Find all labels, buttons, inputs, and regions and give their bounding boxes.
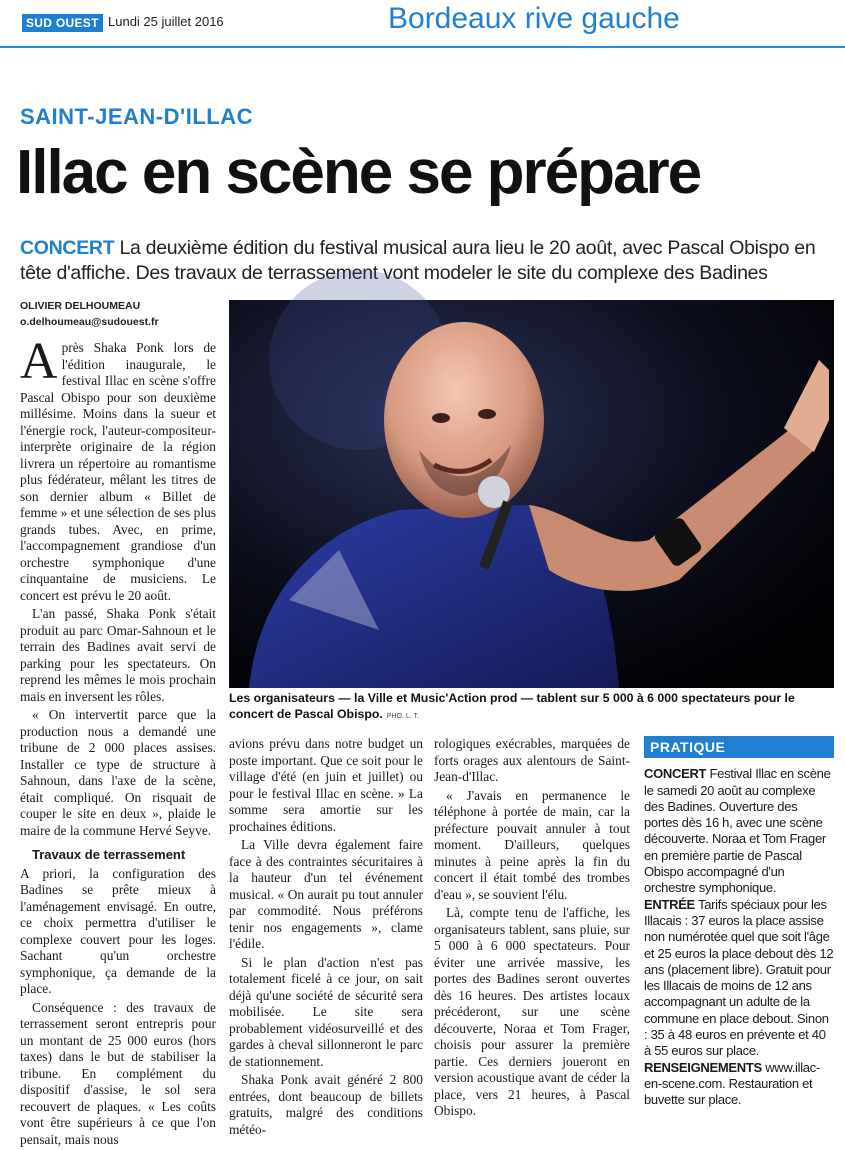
article-lead xyxy=(20,236,820,286)
concert-photo xyxy=(229,300,834,688)
practical-heading: PRATIQUE xyxy=(644,736,834,758)
paragraph: La Ville devra également faire face à des contraintes sécuritaires à la hauteur d'un tel événement musical. « On aurait pu tout annuler par commodité. Nous préférons tenir nos engagements », clame l'édile. xyxy=(229,837,423,951)
paragraph: L'an passé, Shaka Ponk s'était produit au parc Omar-Sahnoun et le terrain des Badines avait servi de parking pour les spectateurs. On reprend les mêmes le mois prochain mais en inversent les rôles. xyxy=(20,606,216,704)
photo-credit: PHO. L. T. xyxy=(386,713,419,720)
author-email[interactable]: o.delhoumeau@sudouest.fr xyxy=(20,316,159,328)
paragraph: A priori, la configuration des Badines se prête mieux à l'aménagement envisagé. En outre, ce choix permettra d'utiliser le complexe couvert pour les loges. Sachant qu'un orchestre symphonique, ça demande de la place. xyxy=(20,865,216,996)
page-header xyxy=(0,0,845,48)
paragraph: « J'avais en permanence le téléphone à portée de main, car la préfecture pouvait annuler à tout moment. D'ailleurs, quelques minutes à peine après la fin du concert il était tombé des trombes d'eau », se souvient l'élu. xyxy=(434,787,630,902)
paragraph: avions prévu dans notre budget un poste important. Que ce soit pour le village d'été (en juin et juillet) ou pour le festival Illac en scène. » La somme sera amortie sur les prochaines éditions. xyxy=(229,736,423,834)
photo-caption xyxy=(229,690,834,725)
paragraph: rologiques exécrables, marquées de forts orages aux alentours de Saint-Jean-d'Illac. xyxy=(434,736,630,784)
practical-info-box xyxy=(644,736,834,1109)
byline xyxy=(20,298,159,330)
paragraph: Conséquence : des travaux de terrassement seront entrepris pour un montant de 25 000 euros (hors taxes) dans le but de stabiliser la tribune. En complément du dispositif d'assise, le sol sera recouvert de plaques. « Les coûts vont être supérieurs à ce que l'on pensait, mais nous xyxy=(20,999,216,1147)
newspaper-logo: SUD OUEST xyxy=(22,14,103,32)
subheading: Travaux de terrassement xyxy=(32,847,186,862)
article-column-3 xyxy=(434,736,630,1122)
singer-illustration xyxy=(229,300,834,688)
paragraph: Là, compte tenu de l'affiche, les organisateurs tablent, sans pluie, sur 5 000 à 6 000 spectateurs. Pour éviter une arrivée massive, les portes des Badines seront ouvertes dès 16 heures. Des artistes locaux précéderont, sur une scène découverte, Noraa et Tom Frager, choisis pour assurer la première partie. Ces derniers joueront en version acoustique avant de céder la place, vers 21 heures, à Pascal Obispo. xyxy=(434,905,630,1118)
practical-concert: CONCERT Festival Illac en scène le samedi 20 août au complexe des Badines. Ouverture des portes dès 16 h, avec une scène découverte. Noraa et Tom Frager en première partie de Pascal Obispo accompagné d'un orchestre symphonique. xyxy=(644,766,831,896)
paragraph: « On intervertit parce que la production nous a demandé une tribune de 2 000 places assises. Installer ce type de structure à Sahnoun, dans l'axe de la scène, était compliqué. On risquait de couper le site en deux », plaide le maire de la commune Hervé Seyve. xyxy=(20,707,216,838)
paragraph: Après Shaka Ponk lors de l'édition inaugurale, le festival Illac en scène s'offre Pascal Obispo pour son deuxième millésime. Moins dans la sueur et l'énergie rock, l'auteur-compositeur-interprète originaire de la région livrera un répertoire au romantisme plus fédérateur, mêlant les titres de son dernier album « Billet de femme » et une sélection de ses plus grands tubes. Avec, en prime, l'accompagnement grandiose d'un orchestre symphonique d'une cinquantaine de musiciens. Le concert est prévu le 20 août. xyxy=(20,333,216,603)
section-title: Bordeaux rive gauche xyxy=(388,2,680,35)
article-headline: Illac en scène se prépare xyxy=(16,138,701,207)
author-name: OLIVIER DELHOUMEAU xyxy=(20,300,141,312)
caption-text: Les organisateurs — la Ville et Music'Action prod — tablent sur 5 000 à 6 000 spectateurs pour le concert de Pascal Obispo. xyxy=(229,691,795,721)
practical-entry: ENTRÉE Tarifs spéciaux pour les Illacais : 37 euros la place assise non numérotée quel que soit l'âge et 25 euros la place debout dès 12 ans (placement libre). Gratuit pour les Illacais de moins de 12 ans accompagnant un adulte de la commune en place debout. Sinon : 35 à 48 euros en prévente et 40 à 55 euros sur place. xyxy=(644,896,834,1059)
paragraph: Si le plan d'action n'est pas totalement ficelé à ce jour, on sait déjà qu'une société de sécurité sera mobilisée. Le site sera probablement vidéosurveillé et des gardes à cheval sillonneront le parc de stationnement. xyxy=(229,954,423,1069)
lead-label: CONCERT xyxy=(20,237,115,259)
article-kicker: SAINT-JEAN-D'ILLAC xyxy=(20,104,254,129)
practical-info: RENSEIGNEMENTS www.illac-en-scene.com. Restauration et buvette sur place. xyxy=(644,1059,820,1108)
issue-date: Lundi 25 juillet 2016 xyxy=(108,14,224,29)
lead-text: La deuxième édition du festival musical aura lieu le 20 août, avec Pascal Obispo en tête d'affiche. Des travaux de terrassement vont modeler le site du complexe des Badines xyxy=(20,237,816,284)
article-column-2 xyxy=(229,736,423,1140)
article-column-1 xyxy=(20,333,216,1150)
paragraph: Shaka Ponk avait généré 2 800 entrées, dont beaucoup de billets gratuits, malgré des conditions météo- xyxy=(229,1072,423,1137)
drop-cap: A xyxy=(20,333,58,390)
